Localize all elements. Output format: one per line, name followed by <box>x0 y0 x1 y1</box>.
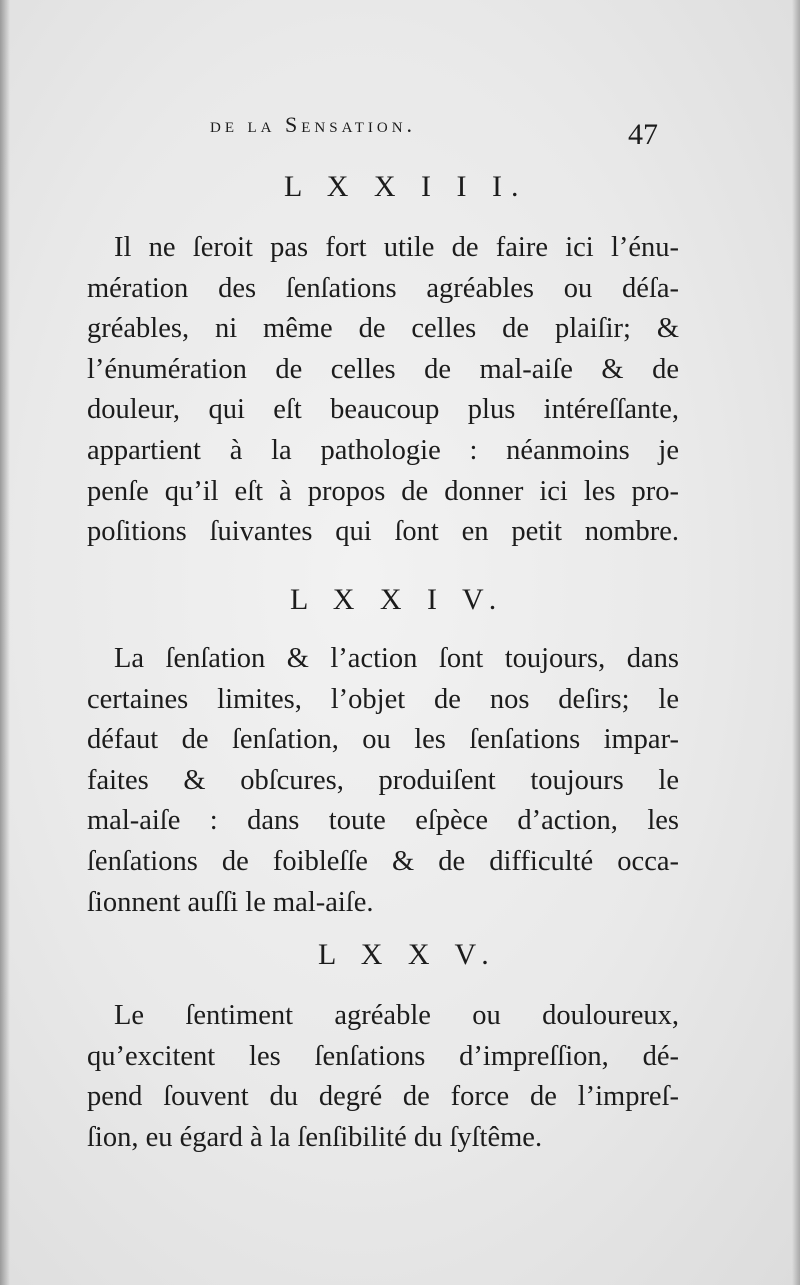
page-edge-shadow-right <box>792 0 800 1285</box>
text-line: défaut de ſenſation, ou les ſenſations impar- <box>87 724 679 756</box>
running-head: de la Sensation. <box>210 112 417 137</box>
text-line: Le ſentiment agréable ou douloureux, <box>114 1000 679 1031</box>
text-line: mal-aiſe : dans toute eſpèce d’action, les <box>87 805 679 837</box>
page-number: 47 <box>628 118 658 151</box>
text-line: qu’excitent les ſenſations d’impreſſion, dé- <box>87 1040 679 1072</box>
paragraph <box>87 996 679 1158</box>
section-heading: L X X V. <box>318 938 498 971</box>
text-line: faites & obſcures, produiſent toujours le <box>87 764 679 796</box>
text-line: l’énumération de celles de mal-aiſe & de <box>87 353 679 385</box>
text-line: appartient à la pathologie : néanmoins je <box>87 434 679 466</box>
text-line: La ſenſation & l’action ſont toujours, dans <box>114 643 679 674</box>
section-heading: L X X I V. <box>290 583 506 616</box>
text-line: ſenſations de foibleſſe & de difficulté occa- <box>87 845 679 877</box>
text-line: ſion, eu égard à la ſenſibilité du ſyſtême. <box>87 1121 543 1153</box>
text-line: ſionnent auſſi le mal-aiſe. <box>87 886 374 918</box>
text-line: gréables, ni même de celles de plaiſir; & <box>87 313 679 345</box>
text-line: mération des ſenſations agréables ou déſa- <box>87 272 679 304</box>
text-line: penſe qu’il eſt à propos de donner ici les pro- <box>87 475 679 507</box>
text-line: douleur, qui eſt beaucoup plus intéreſſante, <box>87 394 679 426</box>
text-line: pend ſouvent du degré de force de l’impreſ- <box>87 1081 679 1113</box>
paragraph <box>87 639 679 923</box>
text-line: poſitions ſuivantes qui ſont en petit nombre. <box>87 516 679 548</box>
text-line: certaines limites, l’objet de nos deſirs; le <box>87 683 679 715</box>
paragraph <box>87 228 679 553</box>
section-heading: L X X I I I. <box>284 170 528 203</box>
text-line: Il ne ſeroit pas fort utile de faire ici l’énu- <box>114 232 679 263</box>
page-edge-shadow-left <box>0 0 10 1285</box>
